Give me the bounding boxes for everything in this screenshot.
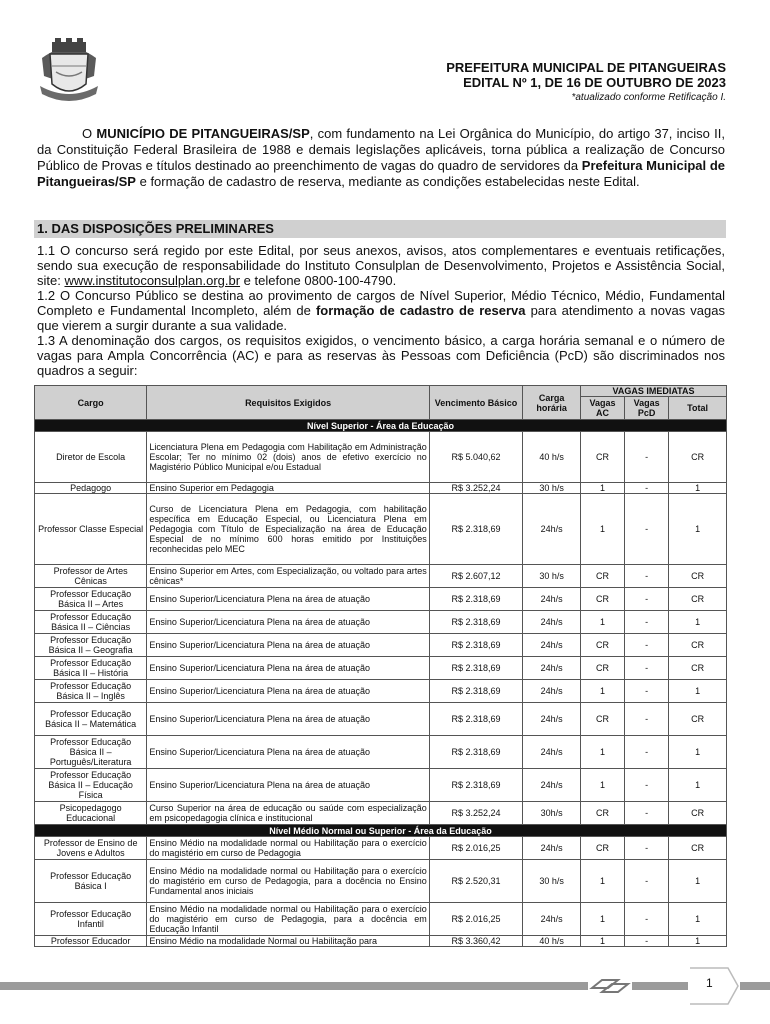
requisitos-cell: Ensino Superior/Licenciatura Plena na área de atuação — [147, 634, 429, 657]
total-cell: CR — [669, 565, 727, 588]
vagas-pcd-cell: - — [625, 432, 669, 483]
carga-cell: 30h/s — [523, 802, 581, 825]
carga-cell: 24h/s — [523, 634, 581, 657]
total-cell: 1 — [669, 736, 727, 769]
vencimento-cell: R$ 2.318,69 — [429, 588, 522, 611]
vencimento-cell: R$ 2.520,31 — [429, 860, 522, 903]
band-nivel-medio: Nível Médio Normal ou Superior - Área da Educação — [35, 825, 727, 837]
vencimento-cell: R$ 3.252,24 — [429, 802, 522, 825]
cargo-cell: Professor Educação Infantil — [35, 903, 147, 936]
vagas-pcd-cell: - — [625, 903, 669, 936]
vagas-ac-cell: 1 — [581, 736, 625, 769]
cargo-cell: Professor de Ensino de Jovens e Adultos — [35, 837, 147, 860]
total-cell: CR — [669, 588, 727, 611]
vencimento-cell: R$ 5.040,62 — [429, 432, 522, 483]
carga-cell: 24h/s — [523, 837, 581, 860]
total-cell: 1 — [669, 611, 727, 634]
section-paragraphs — [37, 243, 725, 378]
carga-cell: 24h/s — [523, 769, 581, 802]
vagas-pcd-cell: - — [625, 483, 669, 494]
carga-cell: 24h/s — [523, 903, 581, 936]
requisitos-cell: Ensino Médio na modalidade normal ou Habilitação para o exercício do magistério em curso de Pedagogia, para a docência em Educação Infantil — [147, 903, 429, 936]
table-row — [35, 588, 727, 611]
vagas-pcd-cell: - — [625, 802, 669, 825]
requisitos-cell: Licenciatura Plena em Pedagogia com Habilitação em Administração Escolar; Ter no mínimo 02 (dois) anos de efetivo exercício no Magistério Público Municipal e/ou Estadual — [147, 432, 429, 483]
table-row — [35, 936, 727, 947]
requisitos-cell: Ensino Superior/Licenciatura Plena na área de atuação — [147, 703, 429, 736]
vencimento-cell: R$ 2.318,69 — [429, 769, 522, 802]
cargo-cell: Professor Educação Básica II – Educação Física — [35, 769, 147, 802]
vagas-ac-cell: CR — [581, 837, 625, 860]
cargo-cell: Professor Educação Básica II – Ciências — [35, 611, 147, 634]
carga-cell: 24h/s — [523, 680, 581, 703]
cargo-cell: Professor de Artes Cênicas — [35, 565, 147, 588]
requisitos-cell: Ensino Superior/Licenciatura Plena na área de atuação — [147, 588, 429, 611]
table-row — [35, 802, 727, 825]
vagas-ac-cell: 1 — [581, 860, 625, 903]
vencimento-cell: R$ 2.016,25 — [429, 903, 522, 936]
vagas-ac-cell: CR — [581, 565, 625, 588]
total-cell: CR — [669, 634, 727, 657]
vagas-pcd-cell: - — [625, 837, 669, 860]
total-cell: 1 — [669, 769, 727, 802]
document-header — [446, 60, 726, 105]
cargo-cell: Diretor de Escola — [35, 432, 147, 483]
vagas-pcd-cell: - — [625, 769, 669, 802]
requisitos-cell: Ensino Superior em Pedagogia — [147, 483, 429, 494]
requisitos-cell: Ensino Médio na modalidade normal ou Habilitação para o exercício do magistério em curso de Pedagogia — [147, 837, 429, 860]
total-cell: CR — [669, 432, 727, 483]
requisitos-cell: Ensino Médio na modalidade Normal ou Habilitação para — [147, 936, 429, 947]
vagas-ac-cell: CR — [581, 703, 625, 736]
cargo-cell: Professor Educação Básica I — [35, 860, 147, 903]
cargo-cell: Professor Classe Especial — [35, 494, 147, 565]
carga-cell: 24h/s — [523, 611, 581, 634]
footer-bar — [0, 982, 770, 990]
table-row — [35, 903, 727, 936]
header-requisitos: Requisitos Exigidos — [147, 386, 429, 420]
cargo-cell: Professor Educação Básica II – Português/Literatura — [35, 736, 147, 769]
carga-cell: 40 h/s — [523, 936, 581, 947]
vagas-ac-cell: CR — [581, 588, 625, 611]
carga-cell: 24h/s — [523, 494, 581, 565]
vencimento-cell: R$ 2.318,69 — [429, 657, 522, 680]
vagas-ac-cell: 1 — [581, 483, 625, 494]
vagas-ac-cell: CR — [581, 634, 625, 657]
cargo-cell: Professor Educação Básica II – Artes — [35, 588, 147, 611]
total-cell: CR — [669, 703, 727, 736]
page-number-badge — [688, 962, 740, 1010]
vagas-pcd-cell: - — [625, 736, 669, 769]
paragraph-1-1: 1.1 O concurso será regido por este Edital, por seus anexos, avisos, atos complementares e eventuais retificações, sendo sua execução de responsabilidade do Instituto Consulplan de Desenvolvimento, Projetos e Assistência Social, site: www.institutoconsulplan.org.br e telefone 0800-100-4790. — [37, 243, 725, 288]
table-row — [35, 736, 727, 769]
requisitos-cell: Ensino Superior/Licenciatura Plena na área de atuação — [147, 657, 429, 680]
vagas-ac-cell: 1 — [581, 611, 625, 634]
vagas-pcd-cell: - — [625, 565, 669, 588]
table-row — [35, 657, 727, 680]
header-total: Total — [669, 397, 727, 420]
vagas-ac-cell: CR — [581, 657, 625, 680]
cargo-cell: Professor Educação Básica II – Matemática — [35, 703, 147, 736]
vagas-pcd-cell: - — [625, 494, 669, 565]
vagas-pcd-cell: - — [625, 588, 669, 611]
carga-cell: 30 h/s — [523, 565, 581, 588]
total-cell: 1 — [669, 483, 727, 494]
consulplan-link[interactable]: www.institutoconsulplan.org.br — [64, 273, 241, 288]
header-title: PREFEITURA MUNICIPAL DE PITANGUEIRAS — [446, 60, 726, 75]
carga-cell: 30 h/s — [523, 860, 581, 903]
carga-cell: 30 h/s — [523, 483, 581, 494]
carga-cell: 24h/s — [523, 703, 581, 736]
header-vagas-imediatas: VAGAS IMEDIATAS — [581, 386, 727, 397]
requisitos-cell: Curso de Licenciatura Plena em Pedagogia, com habilitação específica em Educação Especial, ou Licenciatura Plena em Pedagogia com Título de Especialização na área de Educação Especial de no mínimo 600 horas emitido por Instituições reconhecidas pelo MEC — [147, 494, 429, 565]
header-edital: EDITAL Nº 1, DE 16 DE OUTUBRO DE 2023 — [463, 75, 726, 90]
carga-cell: 24h/s — [523, 736, 581, 769]
table-row — [35, 703, 727, 736]
vencimento-cell: R$ 2.318,69 — [429, 703, 522, 736]
requisitos-cell: Ensino Superior em Artes, com Especialização, ou voltado para artes cênicas* — [147, 565, 429, 588]
carga-cell: 24h/s — [523, 588, 581, 611]
paragraph-1-2: 1.2 O Concurso Público se destina ao provimento de cargos de Nível Superior, Médio Técnico, Médio, Fundamental Completo e Fundamental Incompleto, além de formação de cadastro de reserva para atendimento a novas vagas que vierem a surgir durante a sua validade. — [37, 288, 725, 333]
requisitos-cell: Ensino Superior/Licenciatura Plena na área de atuação — [147, 611, 429, 634]
vagas-pcd-cell: - — [625, 634, 669, 657]
total-cell: CR — [669, 837, 727, 860]
requisitos-cell: Ensino Superior/Licenciatura Plena na área de atuação — [147, 769, 429, 802]
vagas-ac-cell: 1 — [581, 936, 625, 947]
vencimento-cell: R$ 2.318,69 — [429, 680, 522, 703]
vagas-pcd-cell: - — [625, 860, 669, 903]
carga-cell: 24h/s — [523, 657, 581, 680]
table-row — [35, 837, 727, 860]
cargo-cell: Professor Educador — [35, 936, 147, 947]
header-vencimento: Vencimento Básico — [429, 386, 522, 420]
vagas-pcd-cell: - — [625, 680, 669, 703]
header-vagas-pcd: Vagas PcD — [625, 397, 669, 420]
header-cargo: Cargo — [35, 386, 147, 420]
table-row — [35, 634, 727, 657]
header-vagas-ac: Vagas AC — [581, 397, 625, 420]
table-row — [35, 769, 727, 802]
table-row — [35, 860, 727, 903]
requisitos-cell: Ensino Superior/Licenciatura Plena na área de atuação — [147, 736, 429, 769]
table-row — [35, 611, 727, 634]
total-cell: 1 — [669, 936, 727, 947]
vagas-ac-cell: 1 — [581, 769, 625, 802]
header-note: *atualizado conforme Retificação I. — [571, 92, 726, 103]
vagas-ac-cell: 1 — [581, 680, 625, 703]
carga-cell: 40 h/s — [523, 432, 581, 483]
vencimento-cell: R$ 2.607,12 — [429, 565, 522, 588]
total-cell: CR — [669, 802, 727, 825]
cargo-cell: Professor Educação Básica II – Inglês — [35, 680, 147, 703]
band-nivel-superior: Nível Superior - Área da Educação — [35, 420, 727, 432]
consulplan-footer-logo — [588, 972, 632, 1000]
cargo-cell: Psicopedagogo Educacional — [35, 802, 147, 825]
vencimento-cell: R$ 3.252,24 — [429, 483, 522, 494]
total-cell: 1 — [669, 680, 727, 703]
section-title: 1. DAS DISPOSIÇÕES PRELIMINARES — [34, 220, 726, 238]
table-row — [35, 680, 727, 703]
requisitos-cell: Curso Superior na área de educação ou saúde com especialização em psicopedagogia clínica e institucional — [147, 802, 429, 825]
intro-paragraph: O MUNICÍPIO DE PITANGUEIRAS/SP, com fundamento na Lei Orgânica do Município, do artigo 37, inciso II, da Constituição Federal Brasileira de 1988 e demais legislações aplicáveis, torna pública a realização de Concurso Público de Provas e títulos destinado ao preenchimento de vagas do quadro de servidores da Prefeitura Municipal de Pitangueiras/SP e formação de cadastro de reserva, mediante as condições estabelecidas neste Edital. — [37, 126, 725, 189]
page-number: 1 — [706, 976, 713, 990]
cargo-cell: Pedagogo — [35, 483, 147, 494]
table-row — [35, 483, 727, 494]
vagas-ac-cell: 1 — [581, 494, 625, 565]
cargo-cell: Professor Educação Básica II – Geografia — [35, 634, 147, 657]
total-cell: CR — [669, 657, 727, 680]
table-row — [35, 432, 727, 483]
municipal-crest-logo — [36, 36, 102, 108]
vagas-pcd-cell: - — [625, 611, 669, 634]
requisitos-cell: Ensino Médio na modalidade normal ou Habilitação para o exercício do magistério em curso de Pedagogia, para a docência no Ensino Fundamental anos iniciais — [147, 860, 429, 903]
vencimento-cell: R$ 3.360,42 — [429, 936, 522, 947]
vagas-pcd-cell: - — [625, 703, 669, 736]
header-carga: Carga horária — [523, 386, 581, 420]
requisitos-cell: Ensino Superior/Licenciatura Plena na área de atuação — [147, 680, 429, 703]
vagas-pcd-cell: - — [625, 657, 669, 680]
vencimento-cell: R$ 2.318,69 — [429, 736, 522, 769]
vencimento-cell: R$ 2.318,69 — [429, 611, 522, 634]
total-cell: 1 — [669, 494, 727, 565]
total-cell: 1 — [669, 903, 727, 936]
table-row — [35, 494, 727, 565]
vacancies-table — [34, 385, 727, 947]
vagas-ac-cell: CR — [581, 432, 625, 483]
vagas-ac-cell: CR — [581, 802, 625, 825]
vencimento-cell: R$ 2.318,69 — [429, 494, 522, 565]
total-cell: 1 — [669, 860, 727, 903]
vagas-pcd-cell: - — [625, 936, 669, 947]
vencimento-cell: R$ 2.016,25 — [429, 837, 522, 860]
vagas-ac-cell: 1 — [581, 903, 625, 936]
vencimento-cell: R$ 2.318,69 — [429, 634, 522, 657]
paragraph-1-3: 1.3 A denominação dos cargos, os requisitos exigidos, o vencimento básico, a carga horária semanal e o número de vagas para Ampla Concorrência (AC) e para as reservas às Pessoas com Deficiência (PcD) são discriminados nos quadros a seguir: — [37, 333, 725, 378]
cargo-cell: Professor Educação Básica II – História — [35, 657, 147, 680]
table-row — [35, 565, 727, 588]
